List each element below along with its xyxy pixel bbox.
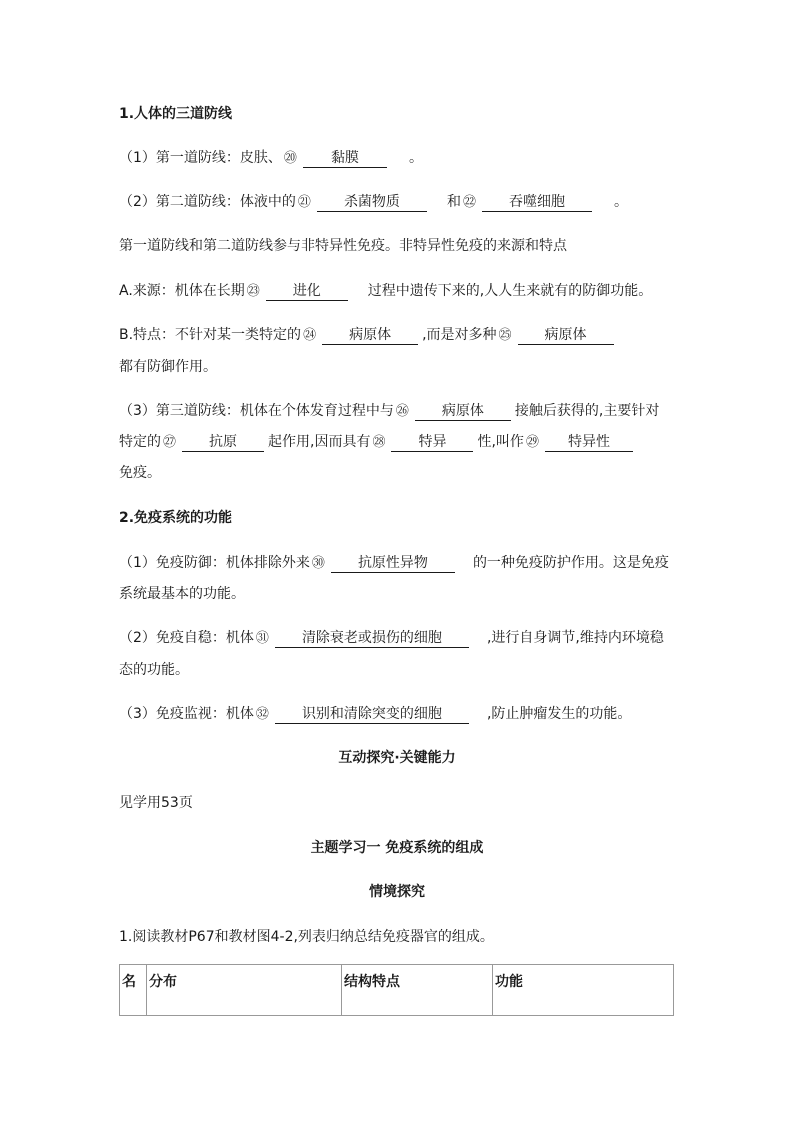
answer-blank: 识别和清除突变的细胞	[275, 706, 469, 724]
paragraph-first-line: （1）第一道防线：皮肤、 ⑳ 黏膜 。	[119, 148, 423, 169]
table-header-cell: 结构特点	[342, 965, 493, 1016]
item-number: ㉖	[395, 404, 409, 419]
item-number: ㉘	[372, 435, 386, 450]
answer-blank: 特异性	[545, 434, 633, 452]
answer-blank: 病原体	[415, 403, 511, 421]
defense-line: （1）免疫防御：机体排除外来 ㉚ 抗原性异物 的一种免疫防护作用。这是免疫	[119, 553, 669, 574]
table-header-cell: 分布	[147, 965, 342, 1016]
source-line: A.来源：机体在长期 ㉓ 进化 过程中遗传下来的,人人生来就有的防御功能。	[119, 281, 652, 302]
item-number: ㉒	[462, 195, 476, 210]
item-number: ㉗	[163, 435, 177, 450]
organ-table	[119, 964, 674, 1016]
item-number: ㉑	[297, 195, 311, 210]
answer-blank: 杀菌物质	[317, 194, 427, 212]
answer-blank: 黏膜	[303, 150, 387, 168]
item-number: ㉜	[255, 707, 269, 722]
table-header-cell: 功能	[493, 965, 674, 1016]
answer-blank: 特异	[391, 434, 473, 452]
feature-line-continued: 都有防御作用。	[119, 359, 217, 375]
homeostasis-line: （2）免疫自稳：机体 ㉛ 清除衰老或损伤的细胞 ,进行自身调节,维持内环境稳	[119, 628, 664, 649]
item-number: ㉔	[303, 328, 317, 343]
surveillance-line: （3）免疫监视：机体 ㉜ 识别和清除突变的细胞 ,防止肿瘤发生的功能。	[119, 704, 631, 725]
item-number: ㉙	[525, 435, 539, 450]
topic-title: 主题学习一 免疫系统的组成	[310, 840, 484, 856]
table-header-row	[120, 965, 674, 1016]
answer-blank: 进化	[266, 283, 348, 301]
item-number: ㉓	[246, 284, 260, 299]
feature-line: B.特点：不针对某一类特定的 ㉔ 病原体 ,而是对多种 ㉕ 病原体	[119, 325, 618, 346]
homeostasis-line-continued: 态的功能。	[119, 662, 189, 678]
item-number: ⑳	[283, 151, 297, 166]
subsection-title: 情境探究	[369, 884, 425, 900]
answer-blank: 清除衰老或损伤的细胞	[275, 630, 469, 648]
item-number: ㉕	[498, 328, 512, 343]
nonspecific-intro: 第一道防线和第二道防线参与非特异性免疫。非特异性免疫的来源和特点	[119, 238, 567, 254]
answer-blank: 抗原性异物	[331, 555, 455, 573]
item-number: ㉛	[255, 631, 269, 646]
third-line-end: 免疫。	[119, 465, 161, 481]
defense-line-continued: 系统最基本的功能。	[119, 586, 245, 602]
third-line-continued: 特定的 ㉗ 抗原 起作用,因而具有 ㉘ 特异 性,叫作 ㉙ 特异性	[119, 432, 637, 453]
answer-blank: 病原体	[322, 327, 418, 345]
section-heading-three-lines: 1.人体的三道防线	[119, 106, 233, 122]
answer-blank: 吞噬细胞	[482, 194, 592, 212]
answer-blank: 病原体	[518, 327, 614, 345]
task-instruction: 1.阅读教材P67和教材图4-2,列表归纳总结免疫器官的组成。	[119, 929, 494, 945]
paragraph-second-line: （2）第二道防线：体液中的 ㉑ 杀菌物质 和 ㉒ 吞噬细胞 。	[119, 192, 628, 213]
answer-blank: 抗原	[182, 434, 264, 452]
third-line: （3）第三道防线：机体在个体发育过程中与 ㉖ 病原体 接触后获得的,主要针对	[119, 401, 659, 422]
section-title: 互动探究·关键能力	[338, 750, 456, 766]
item-number: ㉚	[311, 556, 325, 571]
table-header-cell: 名	[120, 965, 147, 1016]
section-heading-immune-functions: 2.免疫系统的功能	[119, 510, 233, 526]
page-reference: 见学用53页	[119, 795, 193, 811]
